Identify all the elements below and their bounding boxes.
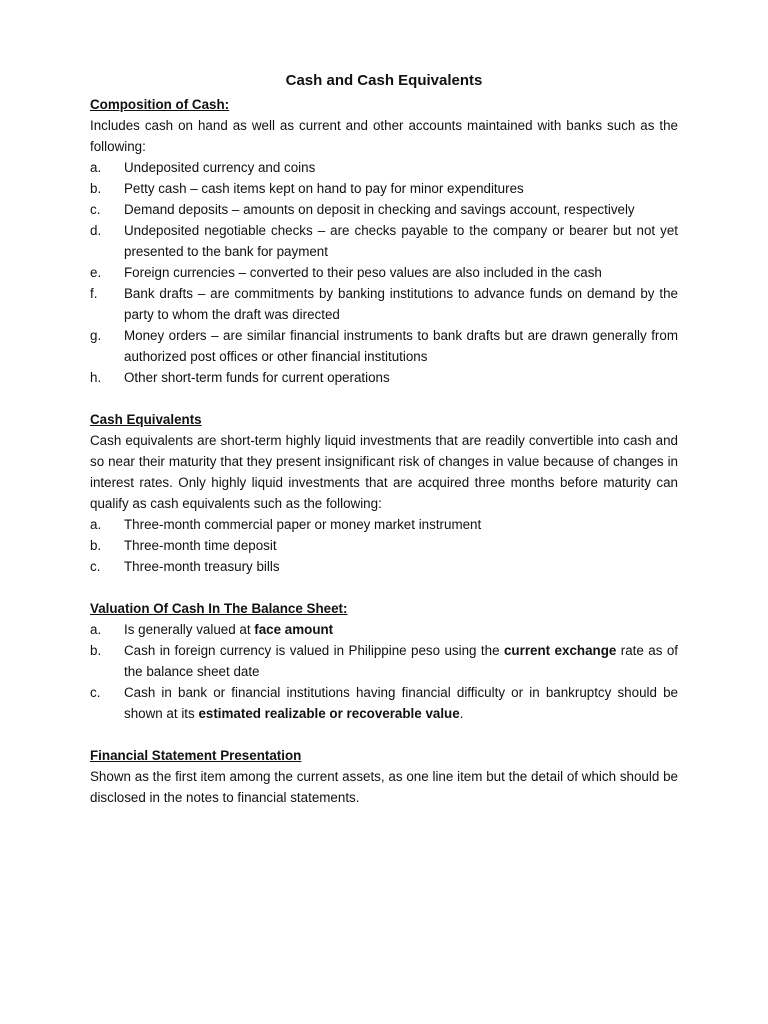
valuation-list [90, 619, 678, 724]
list-marker: a. [90, 517, 102, 532]
section-spacer [90, 577, 678, 598]
list-marker: c. [90, 202, 101, 217]
list-marker: h. [90, 370, 102, 385]
list-marker: d. [90, 223, 102, 238]
document-title: Cash and Cash Equivalents [285, 72, 483, 89]
list-item [90, 178, 678, 199]
list-item [90, 514, 678, 535]
bold-term: face amount [254, 622, 334, 637]
text-run: Cash in bank or financial institutions having financial difficulty or in bankruptcy should be shown at its [124, 685, 678, 721]
list-marker: a. [90, 160, 102, 175]
list-item-text: Three-month treasury bills [124, 559, 280, 574]
list-marker: a. [90, 622, 102, 637]
equivalents-intro: Cash equivalents are short-term highly liquid investments that are readily convertible into cash and so near their maturity that they present insignificant risk of changes in value because of changes in interest rates. Only highly liquid investments that are acquired three months before maturity can qualify as cash equivalents such as the following: [90, 433, 678, 511]
list-item [90, 199, 678, 220]
list-marker: b. [90, 538, 102, 553]
list-item-text: Three-month commercial paper or money market instrument [124, 517, 482, 532]
list-item-text: Money orders – are similar financial instruments to bank drafts but are drawn generally from authorized post offices or other financial institutions [124, 328, 678, 364]
composition-heading: Composition of Cash: [90, 97, 230, 112]
list-item-text [124, 619, 678, 640]
section-spacer [90, 724, 678, 745]
bold-term: current exchange [503, 643, 617, 658]
text-run: Is generally valued at [124, 622, 255, 637]
list-item-text: Undeposited currency and coins [124, 160, 316, 175]
list-item [90, 325, 678, 367]
list-item-text: Other short-term funds for current operations [124, 370, 390, 385]
list-marker: g. [90, 328, 102, 343]
list-marker: c. [90, 685, 101, 700]
section-spacer [90, 388, 678, 409]
list-item [90, 640, 678, 682]
list-item-text [124, 682, 678, 724]
equivalents-heading: Cash Equivalents [90, 412, 202, 427]
list-marker: b. [90, 643, 102, 658]
list-marker: f. [90, 286, 98, 301]
list-item-text: Foreign currencies – converted to their peso values are also included in the cash [124, 265, 602, 280]
list-item-text: Petty cash – cash items kept on hand to pay for minor expenditures [124, 181, 524, 196]
presentation-heading: Financial Statement Presentation [90, 748, 302, 763]
list-item [90, 262, 678, 283]
list-item-text [124, 640, 678, 682]
list-item-text: Undeposited negotiable checks – are checks payable to the company or bearer but not yet presented to the bank for payment [124, 223, 678, 259]
list-item [90, 535, 678, 556]
composition-intro: Includes cash on hand as well as current and other accounts maintained with banks such as the following: [90, 118, 678, 154]
list-item [90, 619, 678, 640]
list-item [90, 682, 678, 724]
list-item [90, 556, 678, 577]
list-item [90, 283, 678, 325]
list-item-text: Demand deposits – amounts on deposit in checking and savings account, respectively [124, 202, 635, 217]
text-run: Cash in foreign currency is valued in Philippine peso using the [124, 643, 504, 658]
valuation-heading: Valuation Of Cash In The Balance Sheet: [90, 601, 348, 616]
list-item-text: Bank drafts – are commitments by banking institutions to advance funds on demand by the party to whom the draft was directed [124, 286, 678, 322]
list-marker: c. [90, 559, 101, 574]
equivalents-list [90, 514, 678, 577]
list-marker: b. [90, 181, 102, 196]
list-item [90, 157, 678, 178]
list-item [90, 220, 678, 262]
document-page [90, 70, 678, 808]
text-run: . [459, 706, 464, 721]
presentation-text: Shown as the first item among the current assets, as one line item but the detail of which should be disclosed in the notes to financial statements. [90, 769, 678, 805]
bold-term: estimated realizable or recoverable value [198, 706, 460, 721]
list-item-text: Three-month time deposit [124, 538, 277, 553]
text-run: rate as of the balance sheet date [124, 643, 678, 679]
list-item [90, 367, 678, 388]
composition-list [90, 157, 678, 388]
list-marker: e. [90, 265, 102, 280]
